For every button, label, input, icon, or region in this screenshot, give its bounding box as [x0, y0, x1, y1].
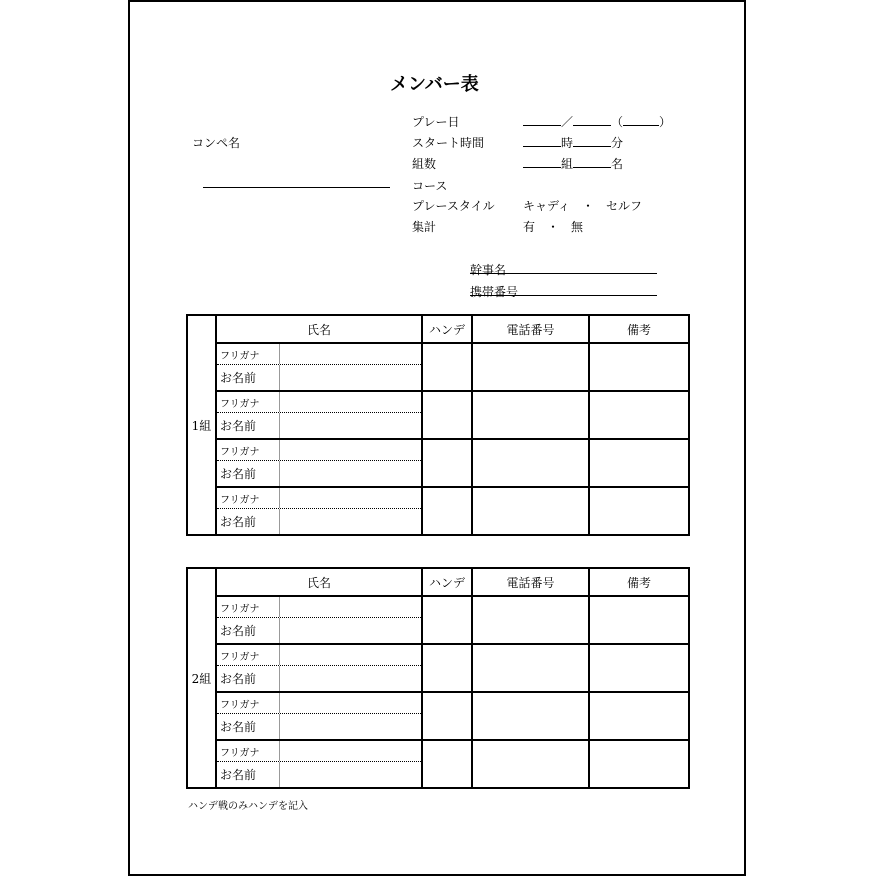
member-row	[187, 596, 689, 644]
remarks-field[interactable]	[589, 692, 689, 740]
member-name-field[interactable]	[280, 365, 421, 390]
group-table-2	[186, 567, 690, 789]
furigana-field[interactable]	[280, 645, 421, 665]
remarks-field[interactable]	[589, 391, 689, 439]
furigana-label: フリガナ	[217, 741, 280, 761]
compe-name-label: コンペ名	[192, 136, 241, 150]
furigana-field[interactable]	[280, 741, 421, 761]
member-name-label: お名前	[217, 618, 280, 643]
furigana-field[interactable]	[280, 597, 421, 617]
header-name: 氏名	[216, 315, 422, 343]
course-label: コース	[412, 179, 448, 193]
member-row	[187, 391, 689, 439]
furigana-field[interactable]	[280, 392, 421, 412]
remarks-field[interactable]	[589, 439, 689, 487]
play-style-options[interactable]: キャディ ・ セルフ	[523, 199, 643, 213]
header-name: 氏名	[216, 568, 422, 596]
member-name-field[interactable]	[280, 666, 421, 691]
header-handicap: ハンデ	[422, 315, 472, 343]
play-style-label: プレースタイル	[412, 199, 495, 213]
furigana-field[interactable]	[280, 344, 421, 364]
phone-field[interactable]	[472, 692, 589, 740]
furigana-field[interactable]	[280, 440, 421, 460]
header-phone: 電話番号	[472, 568, 589, 596]
phone-field[interactable]	[472, 740, 589, 788]
start-time-field[interactable]	[523, 134, 623, 151]
handicap-field[interactable]	[422, 391, 472, 439]
member-row	[187, 692, 689, 740]
furigana-field[interactable]	[280, 693, 421, 713]
start-time-label: スタート時間	[412, 136, 485, 150]
paren-open: （	[611, 115, 624, 129]
compe-name-field[interactable]	[203, 187, 390, 188]
member-name-label: お名前	[217, 461, 280, 486]
remarks-field[interactable]	[589, 343, 689, 391]
header-phone: 電話番号	[472, 315, 589, 343]
member-name-field[interactable]	[280, 762, 421, 787]
phone-field[interactable]	[472, 343, 589, 391]
furigana-label: フリガナ	[217, 693, 280, 713]
phone-field[interactable]	[472, 487, 589, 535]
group-count-field[interactable]	[523, 155, 623, 172]
group-label: 2組	[187, 568, 216, 788]
member-row	[187, 740, 689, 788]
member-row	[187, 343, 689, 391]
date-separator: ／	[561, 115, 574, 129]
organizer-name-field[interactable]	[470, 273, 657, 274]
furigana-label: フリガナ	[217, 440, 280, 460]
paren-close: ）	[659, 115, 672, 129]
furigana-label: フリガナ	[217, 597, 280, 617]
play-date-label: プレー日	[412, 115, 460, 129]
minute-unit: 分	[611, 136, 624, 150]
member-name-field[interactable]	[280, 461, 421, 486]
member-name-field[interactable]	[280, 714, 421, 739]
group-unit: 組	[561, 157, 574, 171]
remarks-field[interactable]	[589, 740, 689, 788]
member-name-field[interactable]	[280, 413, 421, 438]
member-row	[187, 439, 689, 487]
play-date-field[interactable]	[523, 113, 671, 130]
group-table-1	[186, 314, 690, 536]
member-row	[187, 644, 689, 692]
handicap-field[interactable]	[422, 439, 472, 487]
furigana-label: フリガナ	[217, 344, 280, 364]
member-name-label: お名前	[217, 666, 280, 691]
person-unit: 名	[611, 157, 624, 171]
handicap-note: ハンデ戦のみハンデを記入	[188, 801, 308, 812]
group-count-label: 組数	[412, 157, 437, 171]
header-handicap: ハンデ	[422, 568, 472, 596]
remarks-field[interactable]	[589, 596, 689, 644]
organizer-phone-field[interactable]	[470, 295, 657, 296]
furigana-label: フリガナ	[217, 645, 280, 665]
furigana-label: フリガナ	[217, 392, 280, 412]
handicap-field[interactable]	[422, 740, 472, 788]
member-name-label: お名前	[217, 365, 280, 390]
handicap-field[interactable]	[422, 596, 472, 644]
tally-label: 集計	[412, 220, 437, 234]
phone-field[interactable]	[472, 391, 589, 439]
page-title: メンバー表	[390, 74, 479, 95]
handicap-field[interactable]	[422, 692, 472, 740]
furigana-field[interactable]	[280, 488, 421, 508]
furigana-label: フリガナ	[217, 488, 280, 508]
member-name-field[interactable]	[280, 618, 421, 643]
remarks-field[interactable]	[589, 487, 689, 535]
member-name-label: お名前	[217, 762, 280, 787]
handicap-field[interactable]	[422, 644, 472, 692]
handicap-field[interactable]	[422, 487, 472, 535]
group-label: 1組	[187, 315, 216, 535]
member-name-label: お名前	[217, 413, 280, 438]
header-remarks: 備考	[589, 315, 689, 343]
remarks-field[interactable]	[589, 644, 689, 692]
member-name-label: お名前	[217, 714, 280, 739]
organizer-name-label: 幹事名	[470, 263, 507, 277]
member-name-field[interactable]	[280, 509, 421, 534]
phone-field[interactable]	[472, 596, 589, 644]
member-name-label: お名前	[217, 509, 280, 534]
member-row	[187, 487, 689, 535]
tally-options[interactable]: 有 ・ 無	[523, 220, 584, 234]
phone-field[interactable]	[472, 439, 589, 487]
header-remarks: 備考	[589, 568, 689, 596]
organizer-phone-label: 携帯番号	[470, 285, 519, 299]
hour-unit: 時	[561, 136, 574, 150]
phone-field[interactable]	[472, 644, 589, 692]
handicap-field[interactable]	[422, 343, 472, 391]
